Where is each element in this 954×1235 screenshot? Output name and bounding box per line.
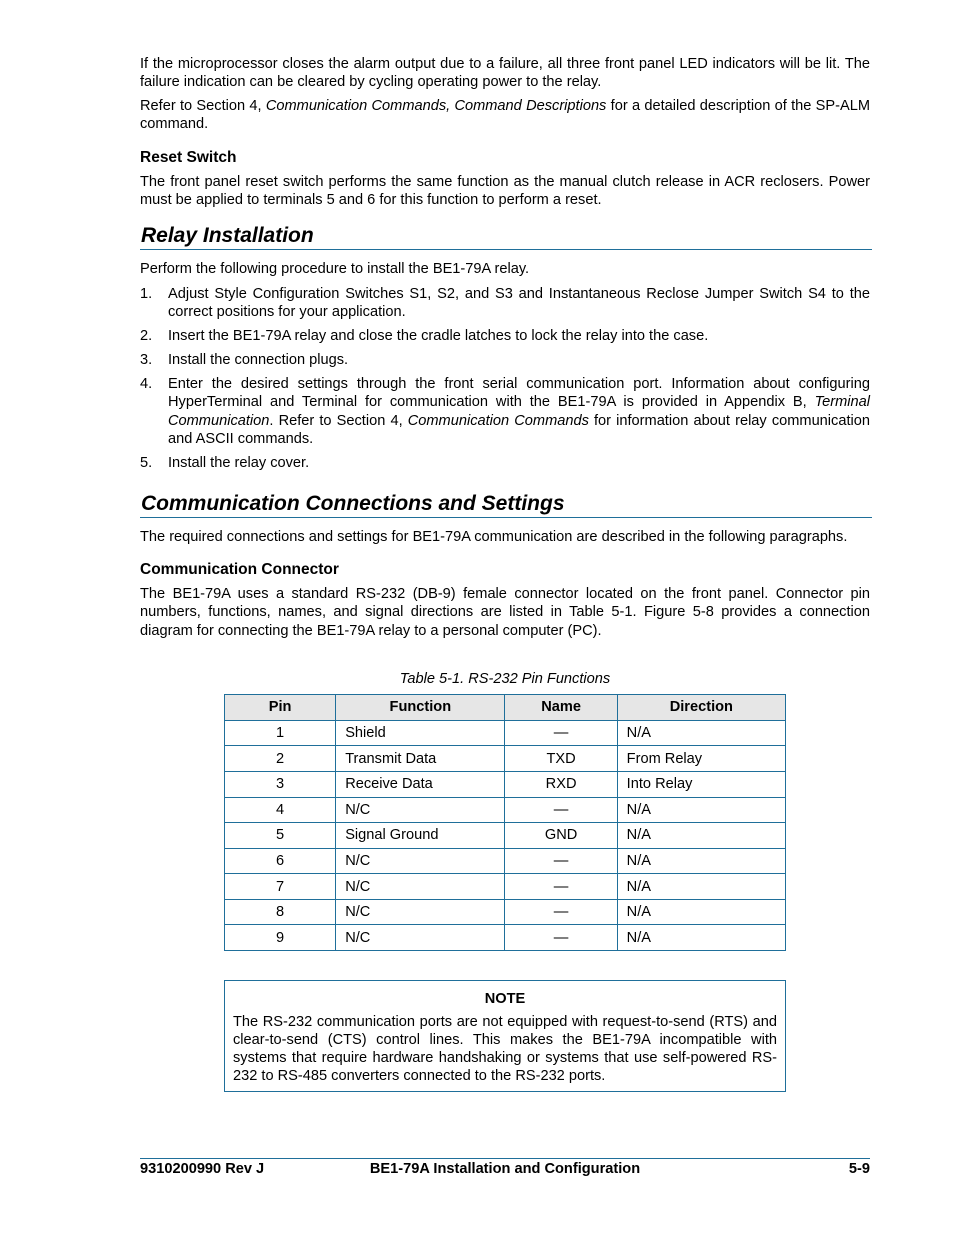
cell-function: N/C [336, 925, 505, 951]
comm-connections-intro: The required connections and settings for BE1-79A communication are described in the following paragraphs. [140, 528, 848, 545]
comm-connections-heading: Communication Connections and Settings [140, 490, 872, 518]
footer-title: BE1-79A Installation and Configuration [369, 1161, 641, 1177]
cell-function: Signal Ground [336, 823, 505, 849]
installation-step [140, 327, 870, 345]
relay-installation-heading: Relay Installation [140, 222, 872, 250]
page-footer [140, 1158, 870, 1181]
step-text: Adjust Style Configuration Switches S1, S2, and S3 and Instantaneous Reclose Jumper Switch S4 to the correct positions for your application. [168, 285, 870, 321]
cell-direction: N/A [617, 823, 785, 849]
cell-name: — [505, 899, 617, 925]
cell-pin: 4 [225, 797, 336, 823]
installation-step [140, 454, 870, 472]
reset-switch-body: The front panel reset switch performs the same function as the manual clutch release in ACR reclosers. Power must be applied to terminals 5 and 6 for this function to perform a reset. [140, 173, 870, 209]
cell-name: — [505, 925, 617, 951]
step-number: 3. [140, 352, 153, 369]
comm-connector-body: The BE1-79A uses a standard RS-232 (DB-9) female connector located on the front panel. Connector pin numbers, functions, names, and signal directions are listed in Table 5-1. Figure 5-8 provides a connection diagram for connecting the BE1-79A relay to a personal computer (PC). [140, 585, 870, 639]
cell-function: Transmit Data [336, 746, 505, 772]
cell-name: RXD [505, 771, 617, 797]
cell-pin: 7 [225, 874, 336, 900]
step-text: . Refer to Section 4, [269, 412, 408, 429]
cell-pin: 2 [225, 746, 336, 772]
footer-document-number: 9310200990 Rev J [140, 1161, 265, 1177]
table-row [225, 848, 786, 874]
cell-direction: N/A [617, 925, 785, 951]
table-row [225, 771, 786, 797]
cell-name: — [505, 874, 617, 900]
installation-step [140, 351, 870, 369]
table-row [225, 720, 786, 746]
cell-pin: 6 [225, 848, 336, 874]
installation-step [140, 285, 870, 322]
header-direction: Direction [617, 695, 785, 721]
cell-function: Shield [336, 720, 505, 746]
table-row [225, 746, 786, 772]
cell-function: N/C [336, 899, 505, 925]
cell-name: TXD [505, 746, 617, 772]
table-row [225, 797, 786, 823]
step-reference: Terminal Communication [168, 394, 870, 429]
note-body: The RS-232 communication ports are not equipped with request-to-send (RTS) and clear-to-send (CTS) control lines. This makes the BE1-79A incompatible with systems that require hardware handshaking or systems that use self-powered RS-232 to RS-485 converters connected to the RS-232 ports. [233, 1014, 777, 1085]
cell-function: N/C [336, 848, 505, 874]
table-row [225, 925, 786, 951]
intro-paragraph-1: If the microprocessor closes the alarm output due to a failure, all three front panel LED indicators will be lit. The failure indication can be cleared by cycling operating power to the relay. [140, 56, 870, 91]
cell-pin: 8 [225, 899, 336, 925]
cell-direction: Into Relay [617, 771, 785, 797]
table-row [225, 823, 786, 849]
step-text: Insert the BE1-79A relay and close the cradle latches to lock the relay into the case. [168, 328, 709, 345]
page-body [140, 55, 870, 1092]
cell-direction: N/A [617, 899, 785, 925]
cell-name: GND [505, 823, 617, 849]
header-pin: Pin [225, 695, 336, 721]
header-function: Function [336, 695, 505, 721]
cell-name: — [505, 720, 617, 746]
footer-page-number: 5-9 [848, 1161, 870, 1177]
cell-direction: From Relay [617, 746, 785, 772]
rs232-pin-table [224, 694, 786, 951]
cell-direction: N/A [617, 720, 785, 746]
table-row [225, 899, 786, 925]
cell-function: N/C [336, 797, 505, 823]
cell-direction: N/A [617, 848, 785, 874]
step-text: Install the relay cover. [168, 455, 310, 472]
step-number: 5. [140, 455, 153, 472]
cell-pin: 1 [225, 720, 336, 746]
intro-paragraph-2-reference: Communication Commands, Command Descriptions [265, 97, 607, 114]
cell-direction: N/A [617, 874, 785, 900]
cell-function: Receive Data [336, 771, 505, 797]
table-caption: Table 5-1. RS-232 Pin Functions [399, 671, 611, 688]
cell-function: N/C [336, 874, 505, 900]
relay-installation-intro: Perform the following procedure to install the BE1-79A relay. [140, 261, 530, 278]
cell-direction: N/A [617, 797, 785, 823]
step-text: for information about relay communication and ASCII commands. [168, 412, 870, 448]
step-number: 1. [140, 285, 153, 302]
intro-paragraph-2 [140, 97, 870, 134]
note-title: NOTE [484, 991, 526, 1008]
installation-step [140, 375, 870, 449]
cell-pin: 3 [225, 771, 336, 797]
step-reference: Communication Commands [407, 412, 589, 429]
cell-pin: 9 [225, 925, 336, 951]
step-number: 2. [140, 328, 153, 345]
intro-paragraph-2-post: for a detailed description of the SP-ALM command. [140, 97, 870, 133]
note-box [224, 980, 786, 1092]
cell-name: — [505, 797, 617, 823]
cell-pin: 5 [225, 823, 336, 849]
cell-name: — [505, 848, 617, 874]
step-text: Enter the desired settings through the front serial communication port. Information about configuring HyperTerminal and Terminal for communication with the BE1-79A is provided in Appendix B, [168, 375, 870, 411]
reset-switch-heading: Reset Switch [140, 148, 237, 166]
installation-steps [140, 285, 870, 473]
step-number: 4. [140, 375, 153, 392]
table-row [225, 874, 786, 900]
step-text: Install the connection plugs. [168, 352, 349, 369]
table-header-row [225, 695, 786, 721]
comm-connector-heading: Communication Connector [140, 560, 339, 578]
intro-paragraph-2-pre: Refer to Section 4, [140, 97, 266, 114]
header-name: Name [505, 695, 617, 721]
